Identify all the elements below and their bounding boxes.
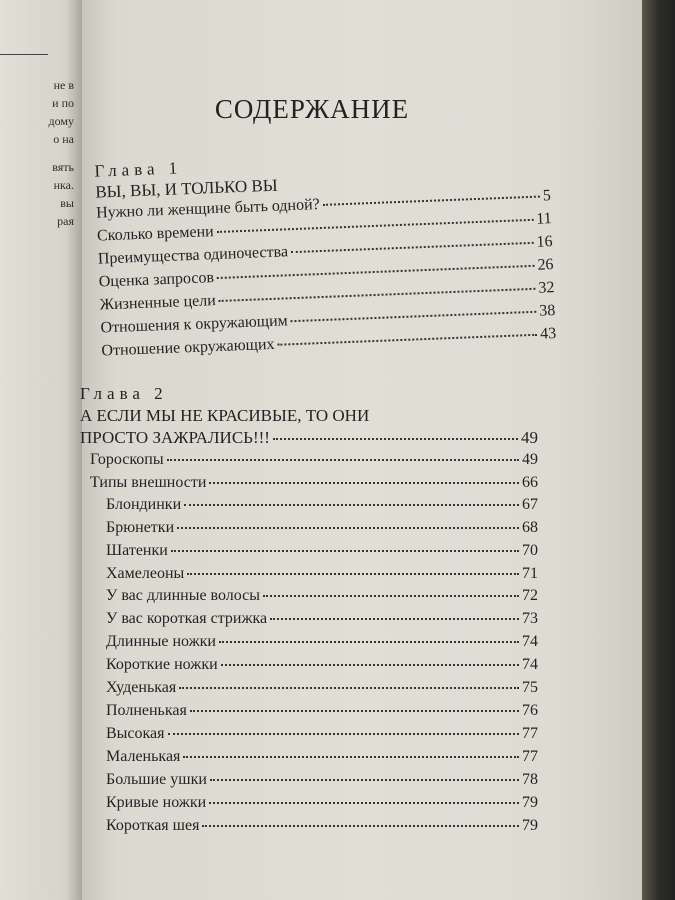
toc-entry[interactable] [90,474,538,496]
entry-page: 77 [522,748,538,765]
entry-text: Нужно ли женщине быть одной? [95,196,321,222]
page-title: СОДЕРЖАНИЕ [214,94,410,124]
entry-page: 66 [522,474,538,491]
toc-subentry[interactable] [106,656,538,678]
entry-page: 79 [522,794,538,811]
entry-page: 79 [522,817,538,834]
leader-dots [291,242,534,253]
entry-text: У вас длинные волосы [106,587,261,604]
entry-page: 75 [522,679,538,696]
entry-page: 73 [522,610,538,627]
leader-dots [190,710,519,712]
entry-page: 68 [522,519,538,536]
entry-text: Короткая шея [106,817,200,834]
leader-dots [217,265,535,279]
left-page-fragment: вы [60,196,74,210]
leader-dots [219,641,519,643]
leader-dots [179,687,519,689]
chapter-label: Глава 1 [94,158,183,181]
entry-page: 26 [537,256,554,274]
leader-dots [291,311,537,322]
entry-text: Худенькая [106,679,177,696]
entry-text: Высокая [106,725,165,742]
leader-dots [219,288,536,302]
toc-subentry[interactable] [106,542,538,564]
toc-subentry[interactable] [106,679,538,701]
leader-dots [323,196,540,206]
leader-dots [184,504,519,506]
entry-text: Гороскопы [90,451,164,468]
left-page-rule [0,54,48,55]
leader-dots [263,595,519,597]
chapter-title-entry[interactable] [80,428,538,450]
leader-dots [221,664,519,666]
toc-subentry[interactable] [106,496,538,518]
leader-dots [171,550,519,552]
entry-text: Хамелеоны [106,565,185,582]
leader-dots [209,482,519,484]
entry-page: 74 [522,656,538,673]
left-page-fragment: не в [53,78,74,92]
leader-dots [210,779,519,781]
entry-text: У вас короткая стрижка [106,610,268,627]
left-page-fragment: рая [57,214,74,228]
entry-text: Отношения к окружающим [100,312,289,337]
entry-text: Маленькая [106,748,181,765]
chapter-title-line2: ПРОСТО ЗАЖРАЛИСЬ!!! [80,428,270,447]
entry-page: 76 [522,702,538,719]
toc-subentry[interactable] [106,725,538,747]
entry-text: Брюнетки [106,519,175,536]
leader-dots [183,756,519,758]
leader-dots [202,825,519,827]
entry-text: Блондинки [106,496,182,513]
entry-text: Длинные ножки [106,633,216,650]
entry-page: 74 [522,633,538,650]
entry-page: 5 [542,187,552,205]
entry-page: 70 [522,542,538,559]
chapter-label: Глава 2 [80,384,168,403]
entry-page: 49 [521,428,538,447]
left-page-fragment: вять [52,160,74,174]
entry-text: Сколько времени [96,223,214,245]
left-page-fragment: и по [52,96,74,110]
entry-page: 72 [522,587,538,604]
entry-text: Полненькая [106,702,187,719]
entry-text: Жизненные цели [99,292,217,314]
toc-subentry[interactable] [106,633,538,655]
entry-page: 71 [522,565,538,582]
entry-text: Отношение окружающих [101,335,275,360]
leader-dots [217,219,534,233]
entry-text: Типы внешности [90,474,207,491]
entry-page: 77 [522,725,538,742]
entry-page: 78 [522,771,538,788]
toc-subentry[interactable] [106,702,538,724]
entry-page: 67 [522,496,538,513]
left-page [0,0,82,900]
toc-subentry[interactable] [106,587,538,609]
leader-dots [209,802,519,804]
entry-text: Шатенки [106,542,168,559]
leader-dots [167,459,519,461]
toc-subentry[interactable] [106,794,538,816]
entry-text: Короткие ножки [106,656,218,673]
entry-page: 43 [539,325,557,343]
leader-dots [273,438,518,440]
toc-subentry[interactable] [106,610,538,632]
entry-text: Большие ушки [106,771,207,788]
chapter-title: ВЫ, ВЫ, И ТОЛЬКО ВЫ [95,175,278,202]
leader-dots [270,618,519,620]
toc-subentry[interactable] [106,748,538,770]
leader-dots [177,527,519,529]
left-page-fragment: о на [53,132,74,146]
left-page-fragment: дому [48,114,74,128]
toc-subentry[interactable] [106,771,538,793]
entry-page: 38 [538,302,556,320]
toc-subentry[interactable] [106,817,538,839]
entry-text: Преимущества одиночества [97,243,289,268]
left-page-fragment: нка. [53,178,74,192]
chapter-title: А ЕСЛИ МЫ НЕ КРАСИВЫЕ, ТО ОНИ [80,406,370,425]
entry-page: 49 [522,451,538,468]
toc-entry[interactable] [90,451,538,473]
toc-subentry[interactable] [106,565,538,587]
contents-page [82,0,642,900]
chapter-1 [82,0,657,400]
entry-text: Оценка запросов [98,269,215,291]
leader-dots [187,573,519,575]
toc-subentry[interactable] [106,519,538,541]
entry-page: 16 [536,233,553,251]
entry-page: 32 [538,279,555,297]
entry-text: Кривые ножки [106,794,207,811]
leader-dots [168,733,519,735]
leader-dots [277,334,537,346]
entry-page: 11 [536,210,553,228]
